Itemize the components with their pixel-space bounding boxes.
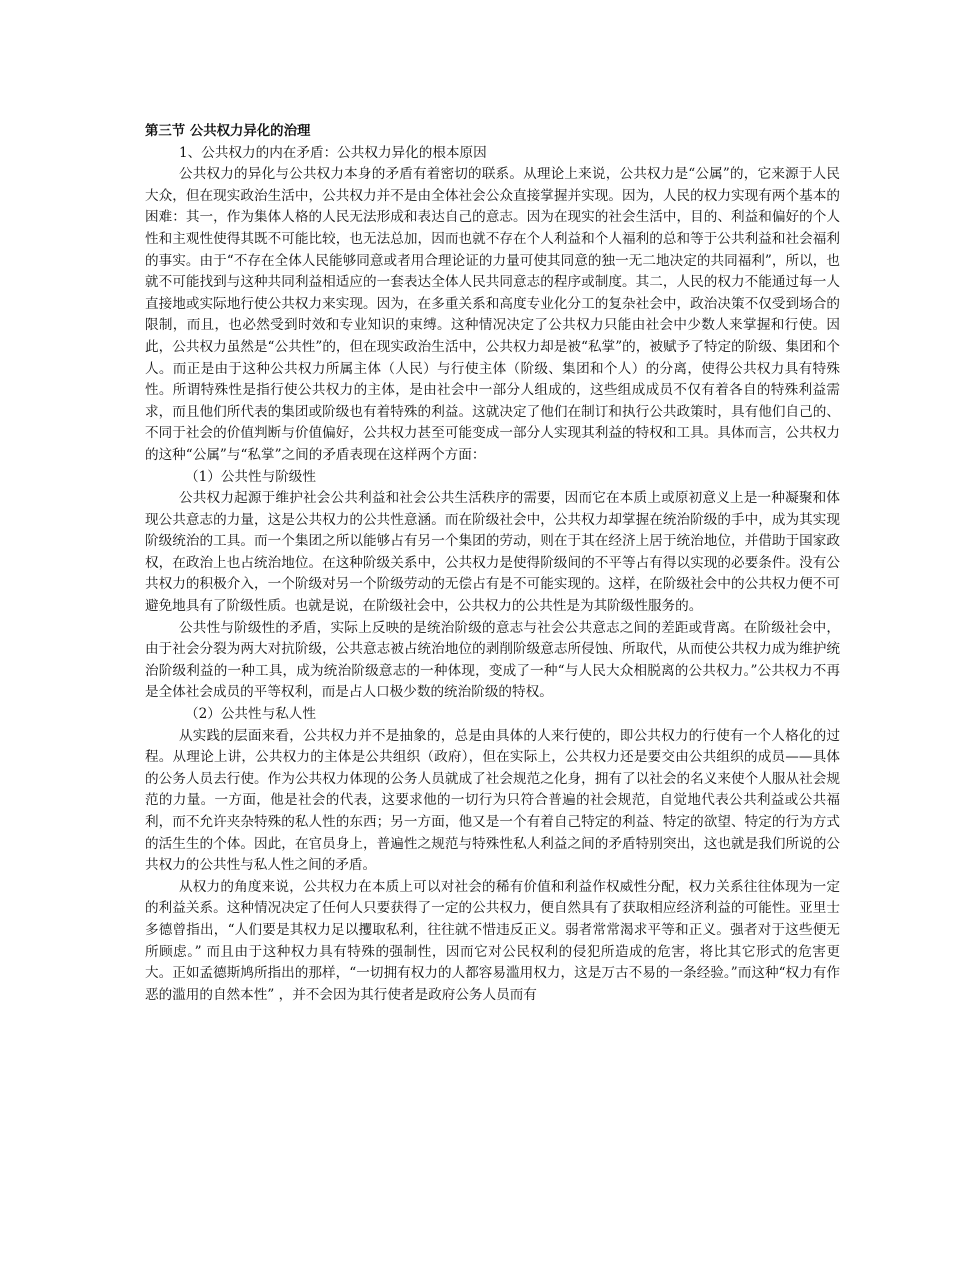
document-page (145, 121, 840, 1006)
paragraph-1: 公共权力的异化与公共权力本身的矛盾有着密切的联系。从理论上来说，公共权力是“公属”的，它来源于人民大众，但在现实政治生活中，公共权力并不是由全体社会公众直接掌握并实现。因为，人民的权力实现有两个基本的困难：其一，作为集体人格的人民无法形成和表达自己的意志。因为在现实的社会生活中，目的、利益和偏好的个人性和主观性使得其既不可能比较，也无法总加，因而也就不存在个人利益和个人福利的总和等于公共利益和社会福利的事实。由于“不存在全体人民能够同意或者用合理论证的力量可使其同意的独一无二地决定的共同福利”，所以，也就不可能找到与这种共同利益相适应的一套表达全体人民共同意志的程序或制度。其二，人民的权力不能通过每一人直接地或实际地行使公共权力来实现。因为，在多重关系和高度专业化分工的复杂社会中，政治决策不仅受到场合的限制，而且，也必然受到时效和专业知识的束缚。这种情况决定了公共权力只能由社会中少数人来掌握和行使。因此，公共权力虽然是“公共性”的，但在现实政治生活中，公共权力却是被“私掌”的，被赋予了特定的阶级、集团和个人。而正是由于这种公共权力所属主体（人民）与行使主体（阶级、集团和个人）的分离，使得公共权力具有特殊性。所谓特殊性是指行使公共权力的主体，是由社会中一部分人组成的，这些组成成员不仅有着各自的特殊利益需求，而且他们所代表的集团或阶级也有着特殊的利益。这就决定了他们在制订和执行公共政策时，具有他们自己的、不同于社会的价值判断与价值偏好，公共权力甚至可能变成一部分人实现其利益的特权和工具。具体而言，公共权力的这种“公属”与“私掌”之间的矛盾表现在这样两个方面： (145, 166, 840, 463)
section-heading: 第三节 公共权力异化的治理 (145, 124, 311, 139)
paragraph-4: 从实践的层面来看，公共权力并不是抽象的，总是由具体的人来行使的，即公共权力的行使有一个人格化的过程。从理论上讲，公共权力的主体是公共组织（政府），但在实际上，公共权力还是要交由公共组织的成员——具体的公务人员去行使。作为公共权力体现的公务人员就成了社会规范之化身，拥有了以社会的名义来使个人服从社会规范的力量。一方面，他是社会的代表，这要求他的一切行为只符合普遍的社会规范，自觉地代表公共利益或公共福利，而不允许夹杂特殊的私人性的东西；另一方面，他又是一个有着自己特定的利益、特定的欲望、特定的行为方式的活生生的个体。因此，在官员身上，普遍性之规范与特殊性私人利益之间的矛盾特别突出，这也就是我们所说的公共权力的公共性与私人性之间的矛盾。 (145, 727, 840, 874)
subsection-title-1: 1、公共权力的内在矛盾：公共权力异化的根本原因 (179, 144, 487, 161)
paragraph-2: 公共权力起源于维护社会公共利益和社会公共生活秩序的需要，因而它在本质上或原初意义上是一种凝聚和体现公共意志的力量，这是公共权力的公共性意涵。而在阶级社会中，公共权力却掌握在统治阶级的手中，成为其实现阶级统治的工具。而一个集团之所以能够占有另一个集团的劳动，则在于其在经济上居于统治地位，并借助于国家政权，在政治上也占统治地位。在这种阶级关系中，公共权力是使得阶级间的不平等占有得以实现的必要条件。没有公共权力的积极介入，一个阶级对另一个阶级劳动的无偿占有是不可能实现的。这样，在阶级社会中的公共权力便不可避免地具有了阶级性质。也就是说，在阶级社会中，公共权力的公共性是为其阶级性服务的。 (145, 490, 840, 615)
paragraph-3: 公共性与阶级性的矛盾，实际上反映的是统治阶级的意志与社会公共意志之间的差距或背离。在阶级社会中，由于社会分裂为两大对抗阶级，公共意志被占统治地位的剥削阶级意志所侵蚀、所取代，从而使公共权力成为维护统治阶级利益的一种工具，成为统治阶级意志的一种体现，变成了一种“与人民大众相脱离的公共权力。”公共权力不再是全体社会成员的平等权利，而是占人口极少数的统治阶级的特权。 (145, 619, 840, 701)
subsection-title-2: （1）公共性与阶级性 (185, 468, 316, 485)
subsection-title-3: （2）公共性与私人性 (185, 706, 316, 723)
paragraph-5: 从权力的角度来说，公共权力在本质上可以对社会的稀有价值和利益作权威性分配，权力关系往往体现为一定的利益关系。这种情况决定了任何人只要获得了一定的公共权力，便自然具有了获取相应经济利益的可能性。亚里士多德曾指出，“人们要是其权力足以攫取私利，往往就不惜违反正义。弱者常常渴求平等和正义。强者对于这些便无所顾虑。” 而且由于这种权力具有特殊的强制性，因而它对公民权利的侵犯所造成的危害，将比其它形式的危害更大。正如孟德斯鸠所指出的那样，“一切拥有权力的人都容易滥用权力，这是万古不易的一条经验。”而这种“权力有作恶的滥用的自然本性” ，并不会因为其行使者是政府公务人员而有 (145, 878, 840, 1003)
